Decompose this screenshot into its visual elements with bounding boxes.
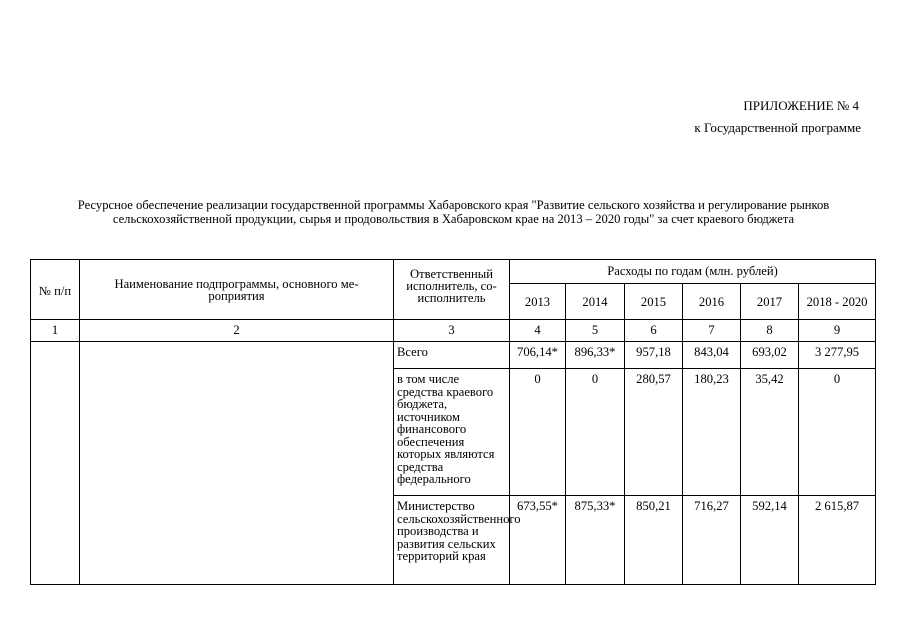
value-cell: 35,42 (741, 369, 799, 496)
value-cell: 2 615,87 (799, 496, 876, 585)
index-cell: 7 (683, 320, 741, 342)
index-row (31, 320, 876, 342)
value-cell: 706,14* (510, 342, 566, 369)
value-cell: 280,57 (625, 369, 683, 496)
row-label: в том числе средства краевого бюджета, источником финансового обеспечения которых являются средства федерального (394, 369, 510, 496)
value-cell: 843,04 (683, 342, 741, 369)
header-expenses: Расходы по годам (млн. рублей) (510, 260, 876, 284)
appendix-subtitle: к Государственной программе (694, 120, 861, 135)
index-cell: 6 (625, 320, 683, 342)
value-cell: 896,33* (566, 342, 625, 369)
index-cell: 3 (394, 320, 510, 342)
row-label: Всего (394, 342, 510, 369)
budget-table (30, 259, 876, 585)
value-cell: 180,23 (683, 369, 741, 496)
subprogram-name-cell (80, 342, 394, 585)
header-row-top (31, 260, 876, 284)
row-label: Министерство сельскохозяйственного производства и развития сельских территорий края (394, 496, 510, 585)
index-cell: 1 (31, 320, 80, 342)
header-year: 2018 - 2020 (799, 284, 876, 320)
index-cell: 4 (510, 320, 566, 342)
document-title: Ресурсное обеспечение реализации государственной программы Хабаровского края "Развитие сельского хозяйства и регулирование рынков сельскохозяйственной продукции, сырья и продовольствия в Хабаровском крае на 2013 – 2020 годы" за счет краевого бюджета (77, 198, 830, 226)
table-row (31, 342, 876, 369)
value-cell: 850,21 (625, 496, 683, 585)
index-cell: 5 (566, 320, 625, 342)
header-responsible: Ответственный исполнитель, со-исполнитель (394, 260, 510, 320)
value-cell: 0 (799, 369, 876, 496)
header-year: 2014 (566, 284, 625, 320)
header-name: Наименование подпрограммы, основного ме-роприятия (80, 260, 394, 320)
index-cell: 2 (80, 320, 394, 342)
header-year: 2016 (683, 284, 741, 320)
index-cell: 8 (741, 320, 799, 342)
value-cell: 3 277,95 (799, 342, 876, 369)
value-cell: 957,18 (625, 342, 683, 369)
index-cell: 9 (799, 320, 876, 342)
header-year: 2015 (625, 284, 683, 320)
header-year: 2013 (510, 284, 566, 320)
value-cell: 592,14 (741, 496, 799, 585)
value-cell: 693,02 (741, 342, 799, 369)
appendix-title: ПРИЛОЖЕНИЕ № 4 (743, 98, 859, 113)
value-cell: 0 (566, 369, 625, 496)
header-num: № п/п (31, 260, 80, 320)
num-cell (31, 342, 80, 585)
appendix-block (694, 95, 861, 139)
value-cell: 0 (510, 369, 566, 496)
header-year: 2017 (741, 284, 799, 320)
value-cell: 716,27 (683, 496, 741, 585)
value-cell: 673,55* (510, 496, 566, 585)
value-cell: 875,33* (566, 496, 625, 585)
